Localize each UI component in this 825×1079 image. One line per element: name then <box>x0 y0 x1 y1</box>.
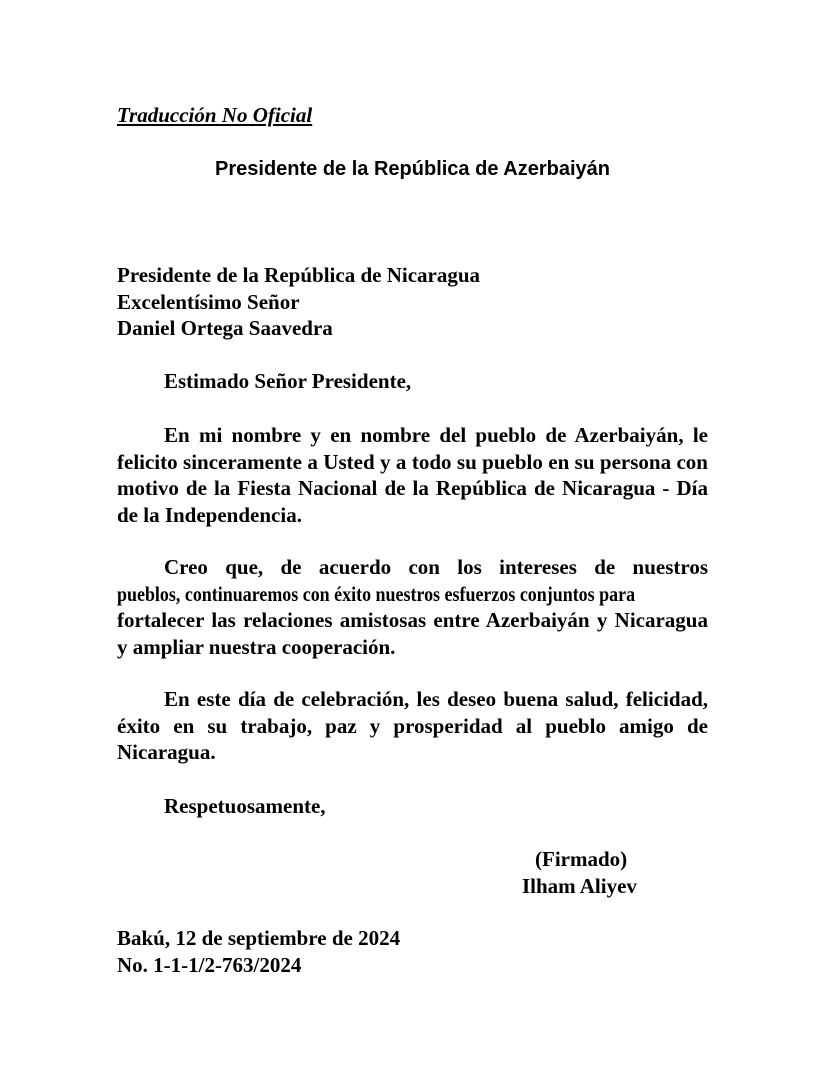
closing-phrase: Respetuosamente, <box>164 794 326 818</box>
signatory-name: Ilham Aliyev <box>522 873 637 898</box>
letter-heading: Presidente de la República de Azerbaiyán <box>215 158 610 180</box>
signed-marker: (Firmado) <box>535 847 628 871</box>
paragraph-cooperation-line-1: Creo que, de acuerdo con los intereses de nuestros <box>164 555 708 579</box>
recipient-name: Daniel Ortega Saavedra <box>117 316 333 340</box>
recipient-honorific: Excelentísimo Señor <box>117 289 300 314</box>
letter-footer <box>117 925 708 978</box>
salutation: Estimado Señor Presidente, <box>164 369 412 393</box>
paragraph-cooperation <box>117 554 708 660</box>
signature-block <box>522 846 722 899</box>
reference-number: No. 1-1-1/2-763/2024 <box>117 952 302 977</box>
paragraph-cooperation-line-2: pueblos, continuaremos con éxito nuestros esfuerzos conjuntos para <box>117 581 636 606</box>
recipient-title: Presidente de la República de Nicaragua <box>117 263 481 287</box>
paragraph-wishes: En este día de celebración, les deseo buena salud, felicidad, éxito en su trabajo, paz y prosperidad al pueblo amigo de Nicaragua. <box>117 687 708 764</box>
unofficial-translation-note: Traducción No Oficial <box>117 103 313 127</box>
recipient-block <box>117 262 708 342</box>
paragraph-congratulations: En mi nombre y en nombre del pueblo de Azerbaiyán, le felicito sinceramente a Usted y a todo su pueblo en su persona con motivo de la Fiesta Nacional de la República de Nicaragua - Día de la Independencia. <box>117 423 708 527</box>
paragraph-cooperation-rest: fortalecer las relaciones amistosas entre Azerbaiyán y Nicaragua y ampliar nuestra cooperación. <box>117 608 708 659</box>
place-and-date: Bakú, 12 de septiembre de 2024 <box>117 926 401 950</box>
